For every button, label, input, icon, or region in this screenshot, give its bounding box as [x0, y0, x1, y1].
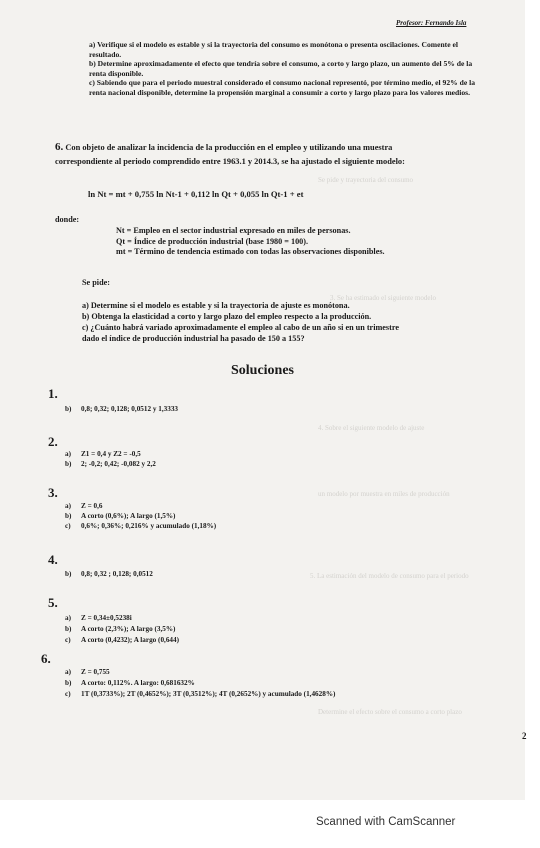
answer-label: b) [65, 570, 72, 578]
solution-2-number: 2. [48, 434, 58, 449]
answer-text: 0,8; 0,32 ; 0,128; 0,0512 [81, 570, 153, 578]
question-6-tasks [82, 300, 399, 344]
solution-4-answer-b [65, 570, 153, 578]
solution-3-answer-b [65, 512, 175, 520]
answer-text: A corto (2,3%); A largo (3,5%) [81, 625, 176, 633]
answer-label: b) [65, 405, 72, 413]
solution-5-number: 5. [48, 595, 58, 610]
solution-6-answer-c [65, 690, 335, 698]
answer-label: b) [65, 679, 72, 687]
solutions-title: Soluciones [230, 363, 294, 378]
bleed-through-text: 4. Sobre el siguiente modelo de ajuste [318, 424, 425, 432]
intro-item-b: b) Determine aproximadamente el efecto que tendría sobre el consumo, a corto y largo plazo, un aumento del 5% de la renta disponible. [89, 59, 473, 78]
solution-6-number: 6. [41, 651, 51, 666]
solution-5-answer-a [65, 614, 132, 622]
solution-2-answer-a [65, 450, 141, 458]
intro-items [89, 40, 489, 98]
answer-label: b) [65, 512, 72, 520]
task-b: b) Obtenga la elasticidad a corto y largo plazo del empleo respecto a la producción. [82, 312, 372, 321]
bleed-through-text: 5. La estimación del modelo de consumo para el periodo [310, 572, 469, 580]
answer-text: 2; -0,2; 0,42; -0,082 y 2,2 [81, 460, 156, 468]
intro-item-c: c) Sabiendo que para el periodo muestral considerado el consumo nacional representó, por término medio, el 92% de la renta nacional disponible, determine la propensión marginal a consumir a corto y largo plazo para los valores medios. [89, 78, 476, 97]
answer-text: 0,6%; 0,36%; 0,216% y acumulado (1,18%) [81, 522, 217, 530]
definition-nt: Nt = Empleo en el sector industrial expresado en miles de personas. [116, 226, 351, 235]
bleed-through-text: Se pide y trayectoria del consumo [318, 176, 414, 184]
task-c-continued: dado el índice de producción industrial ha pasado de 150 a 155? [82, 334, 305, 343]
task-a: a) Determine si el modelo es estable y si la trayectoria de ajuste es monótona. [82, 301, 350, 310]
solution-1-number: 1. [48, 386, 58, 401]
answer-text: A corto (0,4232); A largo (0,644) [81, 636, 180, 644]
donde-label: donde: [55, 215, 80, 224]
intro-item-a: a) Verifique si el modelo es estable y si la trayectoria del consumo es monótona o presenta oscilaciones. Comente el resultado. [89, 40, 458, 59]
question-6-statement [55, 140, 495, 169]
camscanner-watermark: Scanned with CamScanner [316, 816, 456, 828]
solution-6-answer-b [65, 679, 195, 687]
question-6-line1: Con objeto de analizar la incidencia de la producción en el empleo y utilizando una muestra [65, 143, 393, 152]
answer-text: 0,8; 0,32; 0,128; 0,0512 y 1,3333 [81, 405, 179, 413]
question-6-number: 6. [55, 141, 64, 153]
answer-text: Z = 0,755 [81, 668, 110, 676]
bleed-through-text: 3. Se ha estimado el siguiente modelo [330, 294, 436, 302]
answer-label: c) [65, 636, 71, 644]
solution-6-answer-a [65, 668, 110, 676]
professor-header: Profesor: Fernando Isla [396, 19, 467, 27]
answer-label: b) [65, 625, 72, 633]
answer-label: a) [65, 668, 71, 676]
task-c: c) ¿Cuánto habrá variado aproximadamente el empleo al cabo de un año si en un trimestre [82, 323, 399, 332]
answer-label: a) [65, 614, 71, 622]
solution-3-number: 3. [48, 485, 58, 500]
se-pide-label: Se pide: [82, 278, 110, 287]
answer-label: a) [65, 450, 71, 458]
definition-qt: Qt = Índice de producción industrial (base 1980 = 100). [116, 236, 309, 246]
answer-label: c) [65, 522, 71, 530]
variable-definitions [116, 226, 385, 258]
answer-text: A corto (0,6%); A largo (1,5%) [81, 512, 176, 520]
answer-label: c) [65, 690, 71, 698]
bleed-through-text: un modelo por muestra en miles de producción [318, 490, 450, 498]
solution-3-answer-a [65, 502, 102, 510]
solution-1-answer-b [65, 405, 178, 413]
answer-text: A corto: 0,112%. A largo: 0,681632% [81, 679, 195, 687]
bleed-through-text: Determine el efecto sobre el consumo a corto plazo [318, 708, 462, 716]
solution-5-answer-c [65, 636, 179, 644]
page-number: 2 [522, 731, 527, 741]
question-6-line2: correspondiente al periodo comprendido entre 1963.1 y 2014.3, se ha ajustado el siguiente modelo: [55, 157, 405, 166]
answer-text: 1T (0,3733%); 2T (0,4652%); 3T (0,3512%); 4T (0,2652%) y acumulado (1,4628%) [81, 690, 336, 698]
answer-text: Z = 0,6 [81, 502, 103, 510]
solution-2-answer-b [65, 460, 156, 468]
solution-3-answer-c [65, 522, 216, 530]
definition-mt: mt = Término de tendencia estimado con todas las observaciones disponibles. [116, 247, 385, 256]
solution-4-number: 4. [48, 552, 58, 567]
model-formula: ln Nt = mt + 0,755 ln Nt-1 + 0,112 ln Qt + 0,055 ln Qt-1 + et [88, 189, 304, 199]
answer-label: a) [65, 502, 71, 510]
answer-label: b) [65, 460, 72, 468]
solution-5-answer-b [65, 625, 175, 633]
answer-text: Z = 0,34±0,5238i [81, 614, 132, 622]
answer-text: Z1 = 0,4 y Z2 = -0,5 [81, 450, 141, 458]
